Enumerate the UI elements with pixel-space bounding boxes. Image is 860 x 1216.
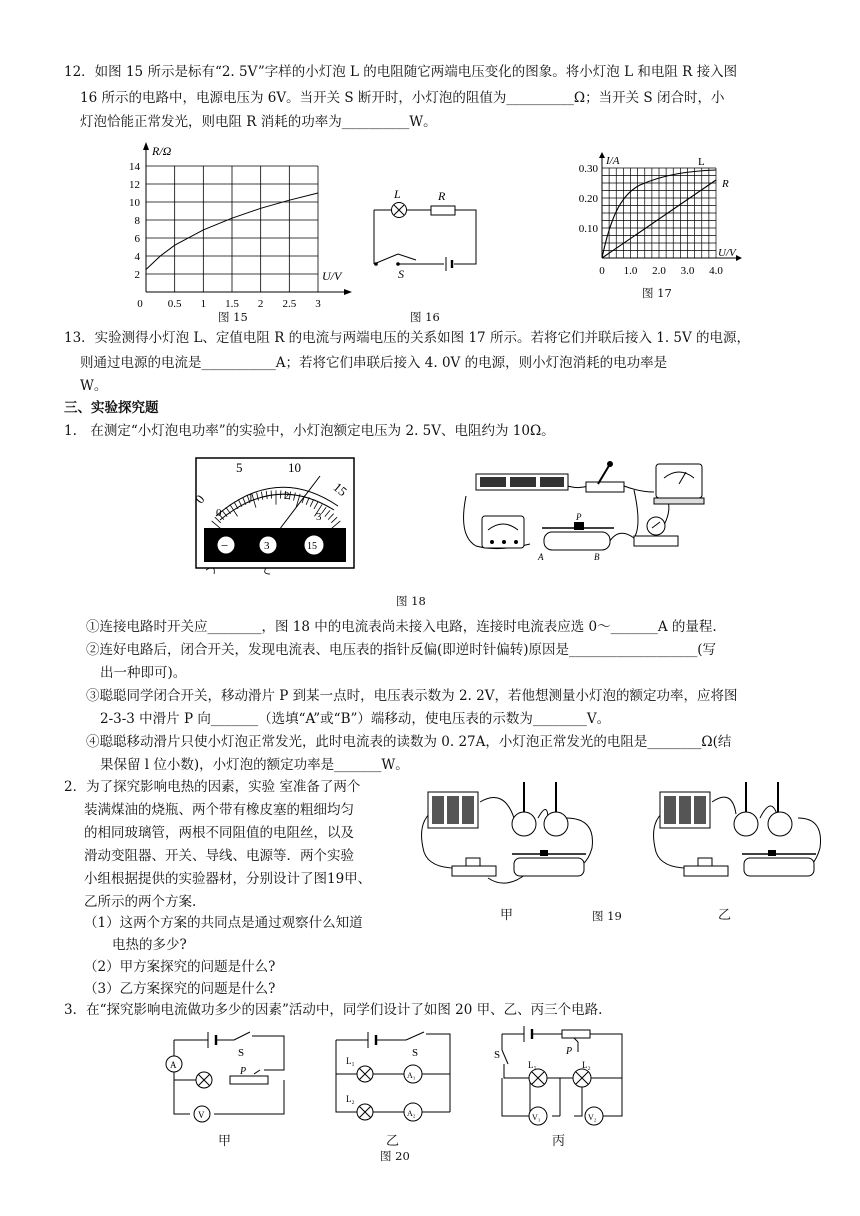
rheostat-icon (742, 850, 816, 876)
q2-line-2: 装满煤油的烧瓶、两个带有橡皮塞的粗细均匀 (84, 802, 354, 818)
switch-icon (452, 858, 496, 876)
fig20-jia-P: P (240, 1066, 247, 1077)
terminal-15: 15 (307, 541, 317, 552)
figure-15-chart (108, 140, 358, 312)
svg-text:P: P (576, 512, 582, 522)
fig20-caption: 图 20 (380, 1149, 410, 1163)
meter-top-10: 10 (288, 460, 301, 475)
meter-top-5: 5 (236, 460, 243, 475)
meter-bottom-0: 0 (216, 507, 222, 519)
fig17-ytick: 0.30 (578, 163, 598, 175)
fig20-bing-L2: L₂ (582, 1060, 591, 1070)
fig20-bing-S: S (494, 1049, 501, 1061)
fig17-curve-R-label: R (722, 178, 729, 190)
svg-text:B: B (594, 552, 600, 562)
fig15-ytick: 14 (129, 161, 140, 173)
q1-intro: 1. 在测定“小灯泡电功率”的实验中，小灯泡额定电压为 2. 5V、电阻约为 10Ω。 (64, 423, 555, 439)
meter-top-15: 15 (330, 479, 351, 500)
q2-line-1: 2．为了探究影响电热的因素，实验 室准备了两个 (64, 779, 361, 795)
fig15-caption: 图 15 (218, 310, 248, 324)
svg-text:A: A (538, 552, 544, 562)
q1-part-2a: ②连好电路后，闭合开关，发现电流表、电压表的指针反偏(即逆时针偏转)原因是___________________(写 (86, 642, 717, 658)
resistor-icon (431, 206, 455, 215)
q13-line-1: 13．实验测得小灯泡 L、定值电阻 R 的电流与两端电压的关系如图 17 所示。若将它们并联后接入 1. 5V 的电源， (64, 330, 751, 346)
fig15-ytick: 2 (134, 269, 140, 281)
q2-line-4: 滑动变阻器、开关、导线、电源等．两个实验 (84, 848, 354, 864)
fig20-jia-A: A (170, 1060, 177, 1070)
fig18-caption: 图 18 (396, 594, 426, 608)
q1-part-4b: 果保留 l 位小数)，小灯泡的额定功率是_______W。 (100, 757, 409, 773)
fig15-xtick: 3 (315, 298, 321, 310)
fig15-xtick: 0 (137, 298, 143, 310)
q13-line-3: W。 (80, 378, 108, 394)
q2-sub-3: （3）乙方案探究的问题是什么? (84, 981, 276, 997)
fig17-ylabel: I/A (606, 155, 620, 167)
flask-icon (512, 782, 568, 836)
rheostat-icon (512, 850, 586, 876)
terminal-3: 3 (264, 540, 270, 552)
fig15-ytick: 10 (129, 197, 140, 209)
fig16-caption: 图 16 (410, 310, 440, 324)
fig17-xtick: 0 (599, 265, 605, 277)
battery-icon (660, 792, 710, 828)
fig20-bing-V1: V₁ (532, 1113, 541, 1122)
q12-line-3: 灯泡恰能正常发光，则电阻 R 消耗的功率为__________W。 (80, 114, 437, 130)
meter-top-0: 0 (192, 491, 208, 507)
ammeter-icon (482, 516, 524, 548)
flask-icon (734, 782, 792, 836)
fig20-yi-L1: L₁ (346, 1056, 355, 1066)
q2-sub-1a: （1）这两个方案的共同点是通过观察什么知道 (84, 915, 363, 931)
fig20-cap-yi: 乙 (386, 1134, 400, 1149)
fig17-ytick: 0.10 (578, 223, 598, 235)
fig15-ytick: 8 (134, 215, 140, 227)
fig20-bing-P: P (566, 1046, 573, 1057)
fig20-yi-A1: A₁ (407, 1071, 416, 1080)
q2-sub-2: （2）甲方案探究的问题是什么? (84, 959, 276, 975)
fig20-bing-L1: L₁ (528, 1060, 537, 1070)
q2-line-6: 乙所示的两个方案. (84, 894, 197, 910)
switch-icon (586, 461, 624, 492)
fig16-label-L: L (394, 187, 401, 201)
q13-line-2: 则通过电源的电流是___________A；若将它们串联后接入 4. 0V 的电源，则小灯泡消耗的电功率是 (80, 355, 668, 371)
fig17-xtick: 3.0 (680, 265, 695, 277)
fig20-jia-S: S (238, 1047, 245, 1059)
fig15-xtick: 0.5 (167, 298, 182, 310)
fig15-ylabel: R/Ω (152, 144, 172, 158)
fig17-ytick: 0.20 (578, 193, 598, 205)
q2-sub-1b: 电热的多少? (112, 937, 187, 953)
fig17-xlabel: U/V (718, 247, 736, 259)
fig19-cap-yi: 乙 (718, 908, 732, 923)
fig17-xtick: 4.0 (709, 265, 723, 277)
fig20-yi-L2: L₂ (346, 1094, 355, 1104)
fig16-label-R: R (438, 189, 446, 203)
fig20-yi-S: S (412, 1047, 419, 1059)
battery-icon (428, 792, 478, 828)
switch-icon (684, 858, 728, 876)
bulb-icon (634, 517, 678, 546)
fig15-ytick: 12 (129, 179, 140, 191)
figure-18-apparatus (458, 456, 718, 568)
fig20-jia-V: V (198, 1110, 205, 1120)
q1-part-1: ①连接电路时开关应________，图 18 中的电流表尚未接入电路，连接时电流表应选 0～_______A 的量程. (86, 619, 717, 635)
figure-19-yi (648, 778, 828, 890)
figure-17-chart (570, 150, 750, 280)
figure-19-jia (416, 778, 606, 890)
q1-part-3b: 2-3-3 中滑片 P 向_______（选填“A”或“B”）端移动，使电压表的示数为________V。 (100, 711, 611, 727)
fig15-ytick: 4 (134, 251, 140, 263)
fig17-curve-L-label: L (698, 156, 705, 168)
meter-bottom-1: 1 (248, 492, 254, 504)
meter-bottom-2: 2 (284, 490, 290, 502)
fig20-cap-bing: 丙 (552, 1134, 566, 1149)
fig15-xlabel: U/V (322, 269, 342, 283)
fig15-xtick: 2.5 (282, 298, 297, 310)
q2-line-5: 小组根据提供的实验器材，分别设计了图19甲、 (84, 871, 372, 887)
meter-bottom-3: 3 (316, 511, 322, 523)
fig19-cap-jia: 甲 (500, 908, 514, 923)
fig17-xtick: 1.0 (623, 265, 638, 277)
fig15-grid (146, 166, 318, 292)
fig15-xtick: 1.5 (225, 298, 239, 310)
terminal-minus: − (221, 538, 229, 553)
figure-20-jia (160, 1026, 290, 1130)
figure-20-bing (490, 1022, 630, 1130)
rheostat-icon (537, 512, 614, 562)
fig15-xtick: 1 (200, 298, 207, 310)
figure-18-voltmeter (192, 456, 360, 576)
q1-part-2b: 出一种即可)。 (100, 665, 187, 681)
fig17-caption: 图 17 (642, 286, 672, 300)
fig19-caption: 图 19 (592, 909, 622, 923)
q12-line-2: 16 所示的电路中，电源电压为 6V。当开关 S 断开时，小灯泡的阻值为__________Ω；当开关 S 闭合时，小 (80, 90, 725, 106)
section-title: 三、实验探究题 (64, 400, 159, 416)
q12-line-1: 12．如图 15 所示是标有“2. 5V”字样的小灯泡 L 的电阻随它两端电压变化的图象。将小灯泡 L 和电阻 R 接入图 (64, 64, 738, 80)
fig20-yi-A2: A₂ (407, 1109, 416, 1118)
fig15-xtick: 2 (257, 298, 264, 310)
fig17-xtick: 2.0 (652, 265, 666, 277)
q2-line-3: 的相同玻璃管，两根不同阻值的电阻丝，以及 (84, 825, 354, 841)
figure-20-yi (328, 1026, 458, 1130)
q1-part-3a: ③聪聪同学闭合开关，移动滑片 P 到某一点时，电压表示数为 2. 2V，若他想测量小灯泡的额定功率，应将图 (86, 688, 738, 704)
figure-16-circuit (364, 184, 484, 284)
fig15-ytick: 6 (134, 233, 140, 245)
fig20-bing-V2: V₂ (588, 1113, 597, 1122)
voltmeter-icon (654, 464, 704, 504)
fig16-label-S: S (398, 267, 404, 281)
q3-text: 3．在“探究影响电流做功多少的因素”活动中，同学们设计了如图 20 甲、乙、丙三个电路. (64, 1002, 603, 1018)
fig20-cap-jia: 甲 (218, 1134, 232, 1149)
q1-part-4a: ④聪聪移动滑片只使小灯泡正常发光，此时电流表的读数为 0. 27A，小灯泡正常发光的电阻是________Ω(结 (86, 734, 732, 750)
battery-pack-icon (476, 474, 568, 490)
